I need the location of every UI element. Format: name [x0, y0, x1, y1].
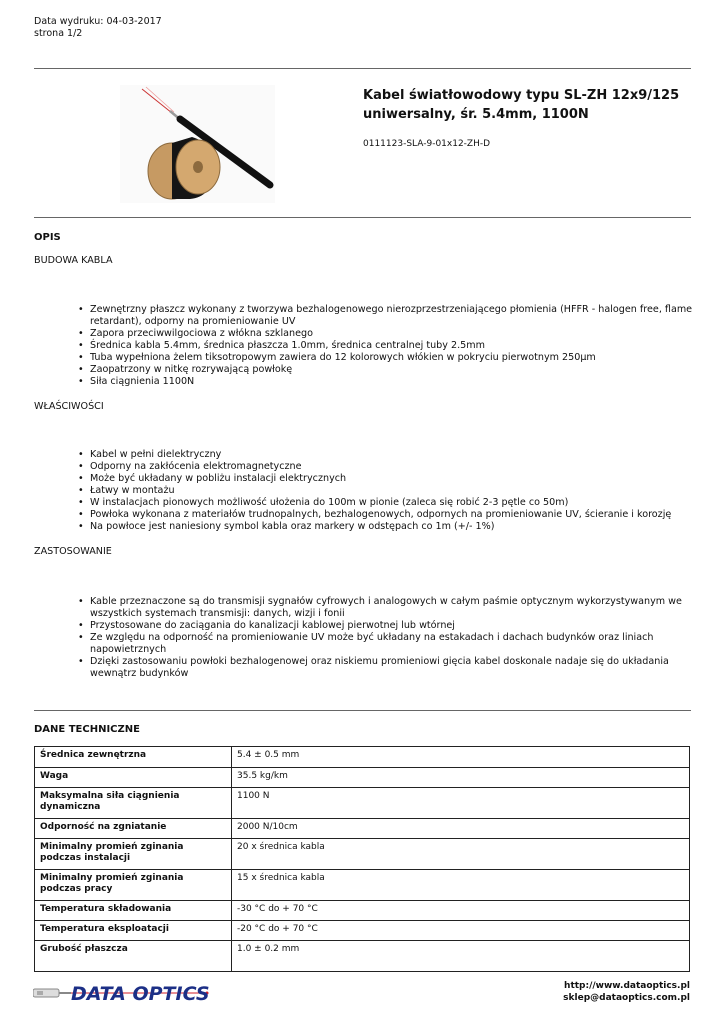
- cable-spool-image: [120, 85, 275, 203]
- print-date: Data wydruku: 04-03-2017: [34, 16, 162, 27]
- divider: [34, 710, 691, 711]
- list-item: • Powłoka wykonana z materiałów trudnopalnych, bezhalogenowych, odpornych na promieniowanie UV, ścieranie i korozję: [90, 509, 694, 521]
- list-item: • Na powłoce jest naniesiony symbol kabla oraz markery w odstępach co 1m (+/- 1%): [90, 521, 694, 533]
- logo-wordmark: DATA OPTICS: [71, 983, 210, 1005]
- spec-value: 5.4 ± 0.5 mm: [232, 747, 690, 768]
- list-item: • Siła ciągnienia 1100N: [90, 376, 694, 388]
- tech-specs-table: [34, 746, 690, 972]
- email-address: sklep@dataoptics.com.pl: [563, 993, 690, 1003]
- list-item: • Dzięki zastosowaniu powłoki bezhalogenowej oraz niskiemu promieniowi gięcia kabel doskonale nadaje się do układania wewnątrz budynków: [90, 656, 694, 680]
- section-heading-opis: OPIS: [34, 232, 61, 243]
- spec-value: 20 x średnica kabla: [232, 839, 690, 870]
- list-item: • Odporny na zakłócenia elektromagnetyczne: [90, 461, 694, 473]
- divider: [34, 68, 691, 69]
- print-header: [34, 16, 162, 40]
- spec-value: 1.0 ± 0.2 mm: [232, 941, 690, 972]
- zastosowanie-list: [34, 596, 694, 680]
- budowa-list: [34, 304, 694, 388]
- spec-label: Waga: [35, 768, 232, 788]
- list-item: • Może być układany w pobliżu instalacji elektrycznych: [90, 473, 694, 485]
- table-row: [35, 839, 690, 870]
- list-item: • Zapora przeciwwilgociowa z włókna szklanego: [90, 328, 694, 340]
- product-title: Kabel światłowodowy typu SL-ZH 12x9/125 uniwersalny, śr. 5.4mm, 1100N: [363, 88, 680, 122]
- spec-value: -20 °C do + 70 °C: [232, 921, 690, 941]
- spec-value: 1100 N: [232, 788, 690, 819]
- list-item: • Kabel w pełni dielektryczny: [90, 449, 694, 461]
- table-row: [35, 768, 690, 788]
- list-item: • W instalacjach pionowych możliwość ułożenia do 100m w pionie (zaleca się robić 2-3 pętle co 50m): [90, 497, 694, 509]
- spec-label: Temperatura składowania: [35, 901, 232, 921]
- table-row: [35, 901, 690, 921]
- table-row: [35, 921, 690, 941]
- section-heading-tech: DANE TECHNICZNE: [34, 724, 140, 735]
- spec-label: Temperatura eksploatacji: [35, 921, 232, 941]
- footer-contacts: [563, 980, 690, 1004]
- list-item: • Tuba wypełniona żelem tiksotropowym zawiera do 12 kolorowych włókien w pokryciu pierwotnym 250µm: [90, 352, 694, 364]
- table-row: [35, 747, 690, 768]
- data-optics-logo: [33, 978, 213, 1008]
- subheading-wlasciwosci: WŁAŚCIWOŚCI: [34, 401, 104, 412]
- list-item: • Kable przeznaczone są do transmisji sygnałów cyfrowych i analogowych w całym paśmie optycznym wykorzystywanym we wszystkich systemach transmisji: danych, wizji i fonii: [90, 596, 694, 620]
- subheading-zastosowanie: ZASTOSOWANIE: [34, 546, 112, 557]
- page-number: strona 1/2: [34, 28, 83, 39]
- list-item: • Ze względu na odporność na promieniowanie UV może być układany na estakadach i dachach budynków oraz liniach napowietrznych: [90, 632, 694, 656]
- list-item: • Zaopatrzony w nitkę rozrywającą powłokę: [90, 364, 694, 376]
- list-item: • Przystosowane do zaciągania do kanalizacji kablowej pierwotnej lub wtórnej: [90, 620, 694, 632]
- divider: [34, 217, 691, 218]
- spec-label: Grubość płaszcza: [35, 941, 232, 972]
- spec-value: 15 x średnica kabla: [232, 870, 690, 901]
- wlasciwosci-list: [34, 449, 694, 533]
- list-item: • Średnica kabla 5.4mm, średnica płaszcza 1.0mm, średnica centralnej tuby 2.5mm: [90, 340, 694, 352]
- spec-label: Średnica zewnętrzna: [35, 747, 232, 768]
- table-row: [35, 819, 690, 839]
- spec-label: Odporność na zgniatanie: [35, 819, 232, 839]
- spec-label: Minimalny promień zginania podczas pracy: [35, 870, 232, 901]
- table-row: [35, 870, 690, 901]
- subheading-budowa: BUDOWA KABLA: [34, 255, 113, 266]
- table-row: [35, 941, 690, 972]
- spec-value: -30 °C do + 70 °C: [232, 901, 690, 921]
- product-code: 0111123-SLA-9-01x12-ZH-D: [363, 139, 491, 149]
- list-item: • Zewnętrzny płaszcz wykonany z tworzywa bezhalogenowego nierozprzestrzeniającego płomienia (HFFR - halogen free, flame retardant), odporny na promieniowanie UV: [90, 304, 694, 328]
- spec-value: 35.5 kg/km: [232, 768, 690, 788]
- list-item: • Łatwy w montażu: [90, 485, 694, 497]
- spec-label: Maksymalna siła ciągnienia dynamiczna: [35, 788, 232, 819]
- table-row: [35, 788, 690, 819]
- website-url: http://www.dataoptics.pl: [564, 981, 690, 991]
- spec-value: 2000 N/10cm: [232, 819, 690, 839]
- spec-label: Minimalny promień zginania podczas instalacji: [35, 839, 232, 870]
